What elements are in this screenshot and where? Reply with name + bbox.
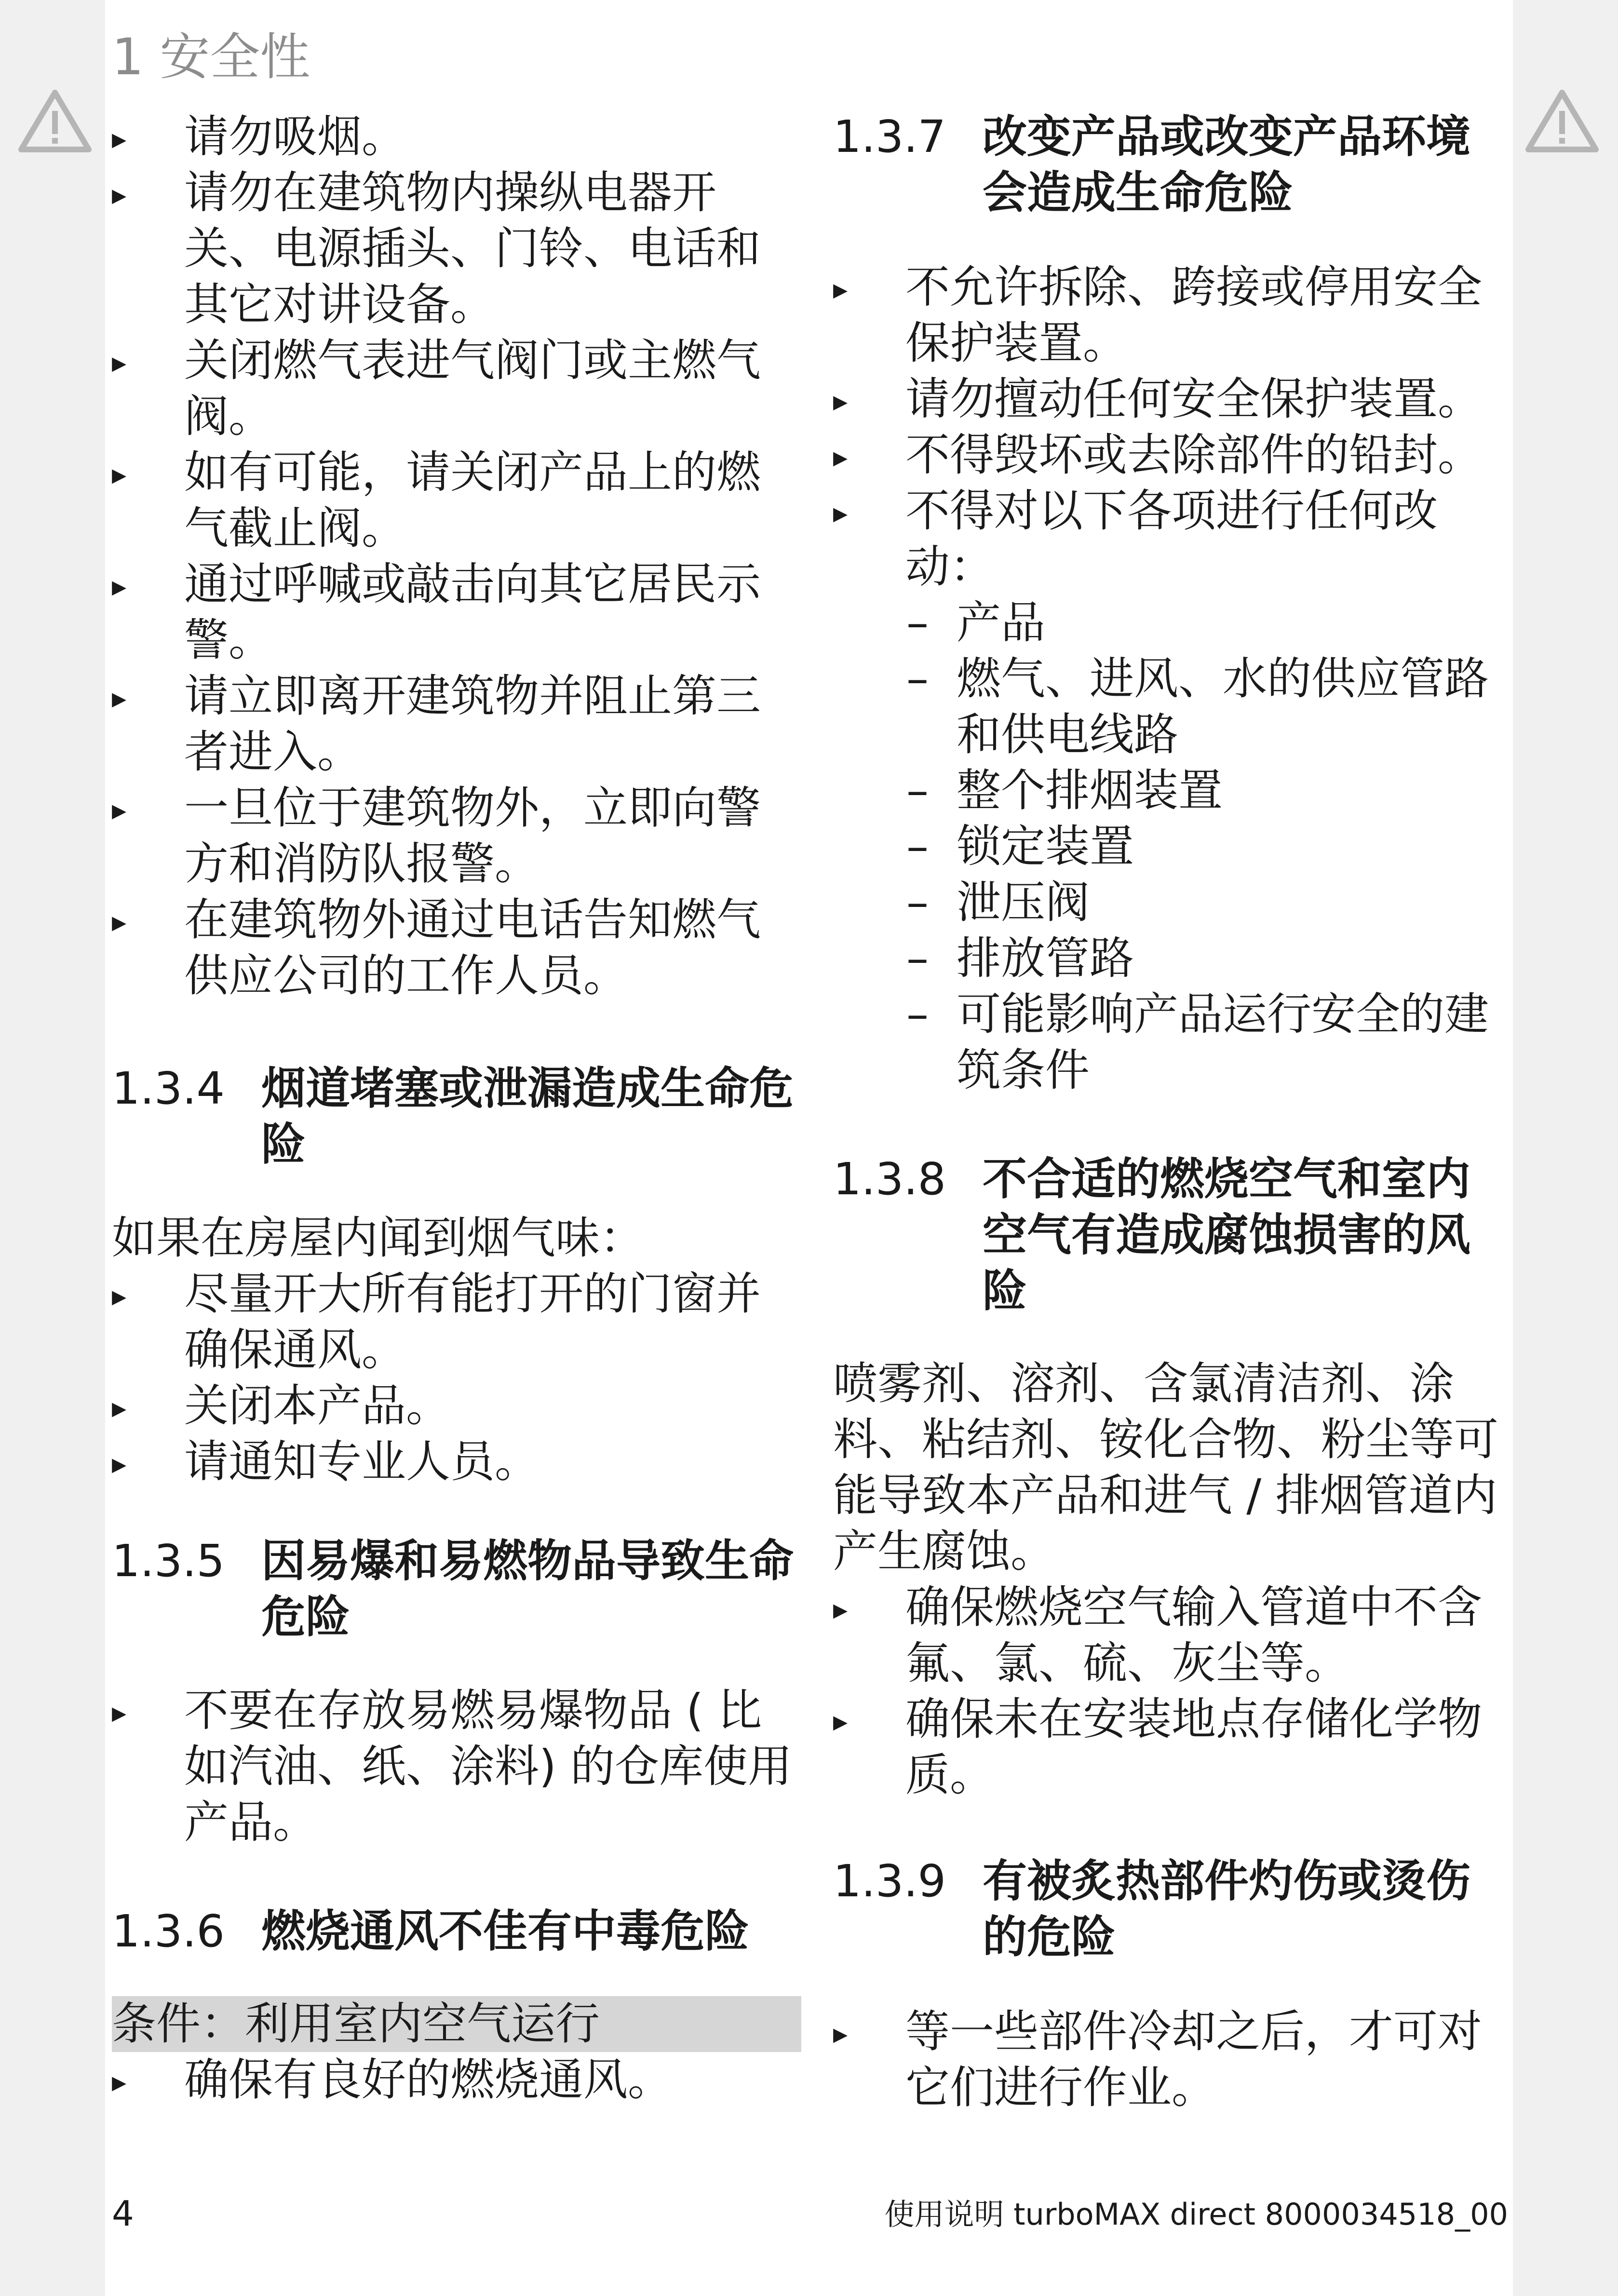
paragraph: 如果在房屋内闻到烟气味： xyxy=(112,1212,645,1264)
list-item: ▸ 确保有良好的燃烧通风。 xyxy=(112,2052,801,2108)
section-heading-1-3-7: 1.3.7 改变产品或改变产品环境会造成生命危险 xyxy=(833,111,1471,218)
bullet-arrow-icon: ▸ xyxy=(112,1279,127,1313)
list-item: ▸ 确保未在安装地点存储化学物质。 xyxy=(833,1693,1483,1801)
dash-item: – 可能影响产品运行安全的建筑条件 xyxy=(906,988,1489,1096)
bullet-arrow-icon: ▸ xyxy=(833,384,848,418)
warning-triangle-icon xyxy=(16,88,94,155)
list-item: ▸ 不得毁坏或去除部件的铅封。 xyxy=(833,427,1508,483)
bullet-arrow-icon: ▸ xyxy=(833,272,848,306)
bullet-arrow-icon: ▸ xyxy=(112,793,127,827)
section-heading-1-3-5: 1.3.5 因易爆和易燃物品导致生命危险 xyxy=(112,1535,794,1643)
list-item: ▸ 关闭本产品。 xyxy=(112,1378,801,1434)
bullet-arrow-icon: ▸ xyxy=(112,1696,127,1729)
list-item: ▸ 不要在存放易燃易爆物品 ( 比如汽油、纸、涂料) 的仓库使用产品。 xyxy=(112,1685,793,1848)
bullet-arrow-icon: ▸ xyxy=(833,1593,848,1626)
bullet-arrow-icon: ▸ xyxy=(112,346,127,379)
list-item: ▸ 不得对以下各项进行任何改动： xyxy=(833,485,1438,593)
bullet-arrow-icon: ▸ xyxy=(112,122,127,156)
list-item: ▸ 如有可能，请关闭产品上的燃气截止阀。 xyxy=(112,446,761,554)
dash-item: – 整个排烟装置 xyxy=(906,765,1223,816)
list-item: ▸ 通过呼喊或敲击向其它居民示警。 xyxy=(112,558,761,666)
list-item: ▸ 请勿吸烟。 xyxy=(112,109,801,165)
list-item: ▸ 尽量开大所有能打开的门窗并确保通风。 xyxy=(112,1268,761,1376)
right-column xyxy=(833,109,1508,2116)
dash-item: – 燃气、进风、水的供应管路和供电线路 xyxy=(906,653,1489,760)
bullet-arrow-icon: ▸ xyxy=(112,681,127,715)
bullet-arrow-icon: ▸ xyxy=(833,496,848,530)
list-item: ▸ 不允许拆除、跨接或停用安全保护装置。 xyxy=(833,261,1483,369)
list-item: ▸ 一旦位于建筑物外，立即向警方和消防队报警。 xyxy=(112,782,761,890)
bullet-arrow-icon: ▸ xyxy=(112,1391,127,1425)
warning-triangle-icon xyxy=(1524,88,1601,155)
list-item: ▸ 等一些部件冷却之后，才可对它们进行作业。 xyxy=(833,2006,1483,2113)
list-item: ▸ 确保燃烧空气输入管道中不含氟、氯、硫、灰尘等。 xyxy=(833,1581,1483,1689)
dash-item: – 排放管路 xyxy=(906,932,1134,984)
dash-item: – 产品 xyxy=(906,597,1046,648)
bullet-arrow-icon: ▸ xyxy=(833,440,848,474)
section-heading-1-3-4: 1.3.4 烟道堵塞或泄漏造成生命危险 xyxy=(112,1063,794,1170)
list-item: ▸ 在建筑物外通过电话告知燃气供应公司的工作人员。 xyxy=(112,894,761,1001)
bullet-arrow-icon: ▸ xyxy=(112,178,127,212)
page-number: 4 xyxy=(112,2193,134,2234)
left-column xyxy=(112,109,801,2108)
bullet-arrow-icon: ▸ xyxy=(112,569,127,603)
dash-item: – 锁定装置 xyxy=(906,821,1134,872)
paragraph: 喷雾剂、溶剂、含氯清洁剂、涂料、粘结剂、铵化合物、粉尘等可能导致本产品和进气 / 排烟管道内产生腐蚀。 xyxy=(833,1358,1499,1577)
document-reference: 使用说明 turboMAX direct 8000034518_00 xyxy=(884,2197,1508,2232)
section-header: 1 安全性 xyxy=(112,27,310,86)
list-item: ▸ 请通知专业人员。 xyxy=(112,1434,801,1490)
bullet-arrow-icon: ▸ xyxy=(833,2017,848,2051)
bullet-arrow-icon: ▸ xyxy=(112,2065,127,2099)
bullet-arrow-icon: ▸ xyxy=(112,458,127,491)
section-heading-1-3-6: 1.3.6 燃烧通风不佳有中毒危险 xyxy=(112,1905,750,1957)
bullet-arrow-icon: ▸ xyxy=(112,1447,127,1481)
list-item: ▸ 请勿擅动任何安全保护装置。 xyxy=(833,371,1508,427)
dash-item: – 泄压阀 xyxy=(906,877,1090,928)
bullet-arrow-icon: ▸ xyxy=(112,905,127,939)
section-heading-1-3-8: 1.3.8 不合适的燃烧空气和室内空气有造成腐蚀损害的风险 xyxy=(833,1153,1471,1317)
list-item: ▸ 请勿在建筑物内操纵电器开关、电源插头、门铃、电话和其它对讲设备。 xyxy=(112,167,761,330)
condition-bar: 条件：利用室内空气运行 xyxy=(112,1996,801,2052)
list-item: ▸ 请立即离开建筑物并阻止第三者进入。 xyxy=(112,670,761,778)
list-item: ▸ 关闭燃气表进气阀门或主燃气阀。 xyxy=(112,335,761,442)
bullet-arrow-icon: ▸ xyxy=(833,1704,848,1738)
section-heading-1-3-9: 1.3.9 有被炙热部件灼伤或烫伤的危险 xyxy=(833,1855,1471,1963)
